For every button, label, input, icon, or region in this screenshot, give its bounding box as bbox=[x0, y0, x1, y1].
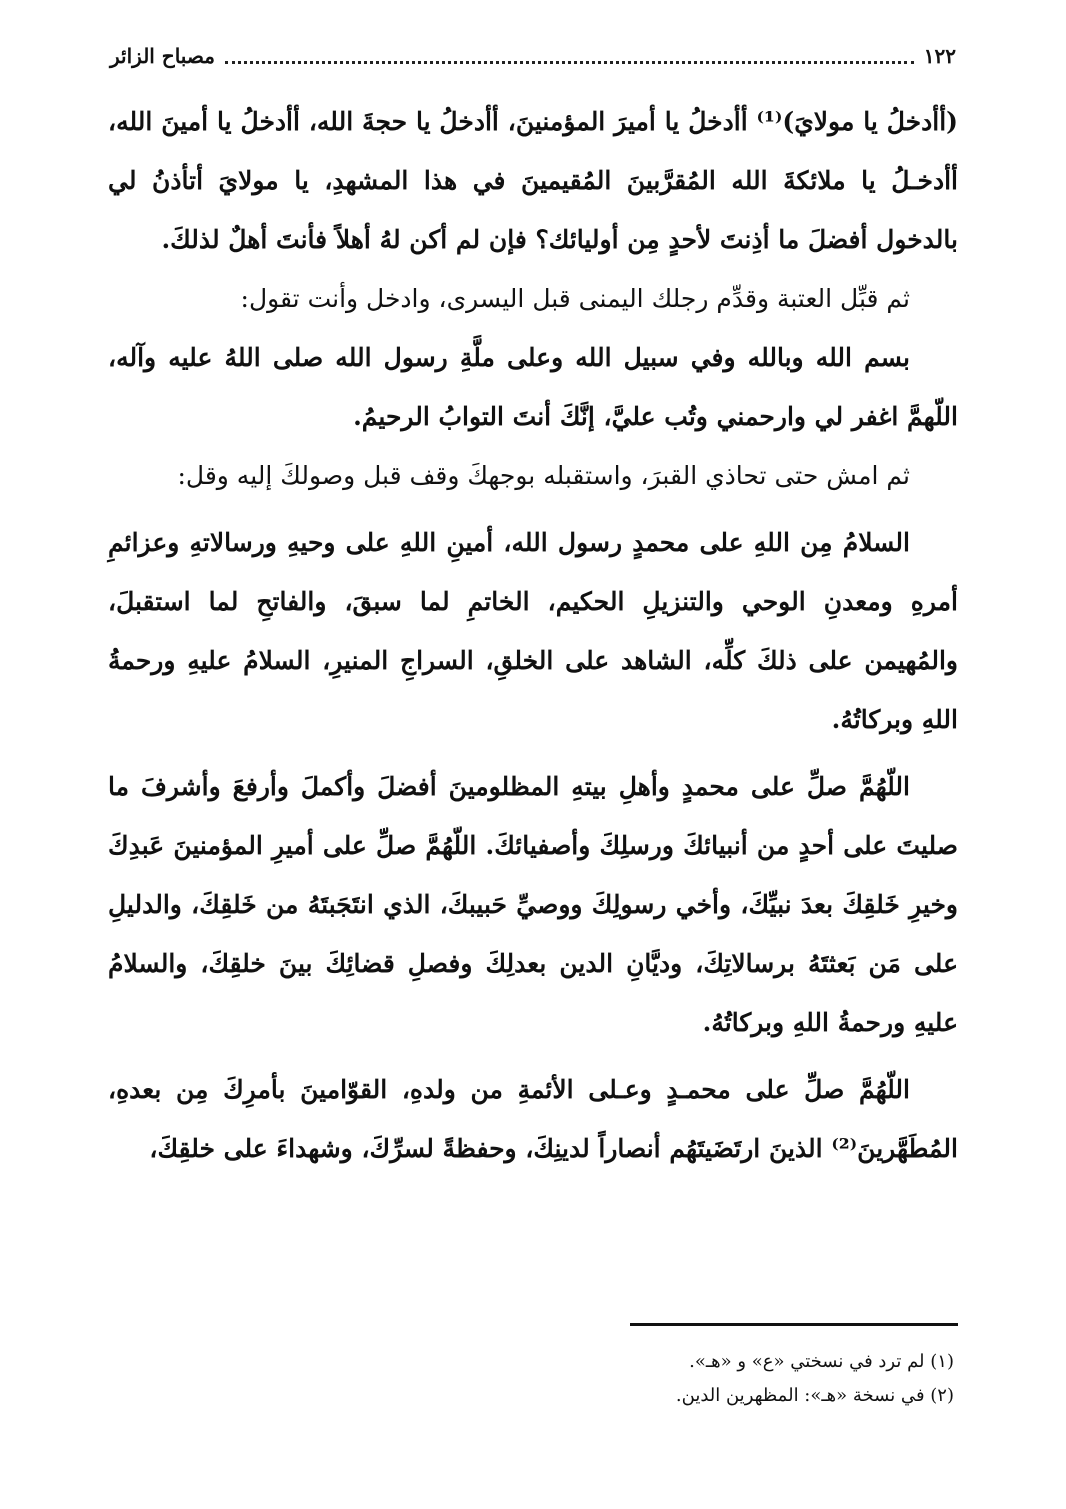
paragraph-instruction-enter: ثم قبِّل العتبة وقدِّم رجلك اليمنى قبل اليسرى، وادخل وأنت تقول: bbox=[240, 284, 910, 313]
paragraph-permission-prayer: (أأدخلُ يا مولايَ)⁽¹⁾ أأدخلُ يا أميرَ المؤمنينَ، أأدخلُ يا حجةَ الله، أأدخلُ يا أمينَ الله، أأدخـلُ يا ملائكةَ الله المُقرَّبينَ المُقيمينَ في هذا المشهدِ، يا مولايَ أتأذنُ لي بالدخول أفضلَ ما أذِنتَ لأحدٍ مِن أوليائك؟ فإن لم أكن لهُ أهلاً فأنتَ أهلٌ لذلكَ. bbox=[108, 107, 958, 254]
footnotes bbox=[108, 1345, 954, 1413]
paragraph-blessing-imams: اللّهُمَّ صلِّ على محمـدٍ وعـلى الأئمةِ من ولدهِ، القوّامينَ بأمرِكَ مِن بعدهِ، المُطَهَّرينَ⁽²⁾ الذينَ ارتَضَيتَهُم أنصاراً لدينِكَ، وحفظةً لسرِّكَ، وشهداءَ على خلقِكَ، bbox=[108, 1075, 958, 1163]
main-text bbox=[108, 92, 958, 1178]
running-title: مصباح الزائر bbox=[110, 44, 215, 68]
footnote-divider bbox=[630, 1323, 958, 1326]
running-header bbox=[110, 40, 956, 72]
leader-dots bbox=[225, 49, 914, 64]
paragraph-salutation-prophet: السلامُ مِن اللهِ على محمدٍ رسول الله، أمينِ اللهِ على وحيهِ ورسالاتهِ وعزائمِ أمرهِ ومعدنِ الوحي والتنزيلِ الحكيم، الخاتمِ لما سبقَ، والفاتحِ لما استقبلَ، والمُهيمن على ذلكَ كلِّه، الشاهد على الخلقِ، السراجِ المنيرِ، السلامُ عليهِ ورحمةُ اللهِ وبركاتُهُ. bbox=[108, 528, 958, 734]
footnote-1: (١) لم ترد في نسختي «ع» و «هـ». bbox=[689, 1351, 954, 1372]
paragraph-blessing-imam: اللّهُمَّ صلِّ على محمدٍ وأهلِ بيتهِ المظلومينَ أفضلَ وأكملَ وأرفعَ وأشرفَ ما صليتَ على أحدٍ من أنبيائكَ ورسلِكَ وأصفيائكَ. اللّهُمَّ صلِّ على أميرِ المؤمنينَ عَبدِكَ وخيرِ خَلقِكَ بعدَ نبيِّكَ، وأخي رسولِكَ ووصيِّ حَبيبكَ، الذي انتَجَبتَهُ من خَلقِكَ، والدليلِ على مَن بَعثتَهُ برسالاتِكَ، وديَّانِ الدين بعدلِكَ وفصلِ قضائِكَ بينَ خلقِكَ، والسلامُ عليهِ ورحمةُ اللهِ وبركاتُهُ. bbox=[108, 772, 958, 1037]
footnote-2: (٢) في نسخة «هـ»: المظهرين الدين. bbox=[675, 1385, 954, 1406]
page-number: ١٢٢ bbox=[923, 44, 956, 68]
paragraph-instruction-approach: ثم امش حتى تحاذي القبرَ، واستقبله بوجهكَ وقف قبل وصولكَ إليه وقل: bbox=[177, 461, 910, 490]
paragraph-entry-prayer: بسم الله وبالله وفي سبيل الله وعلى ملَّةِ رسول الله صلى اللهُ عليه وآله، اللّهمَّ اغفر لي وارحمني وتُب عليَّ، إنَّكَ أنتَ التوابُ الرحيمُ. bbox=[108, 343, 958, 431]
